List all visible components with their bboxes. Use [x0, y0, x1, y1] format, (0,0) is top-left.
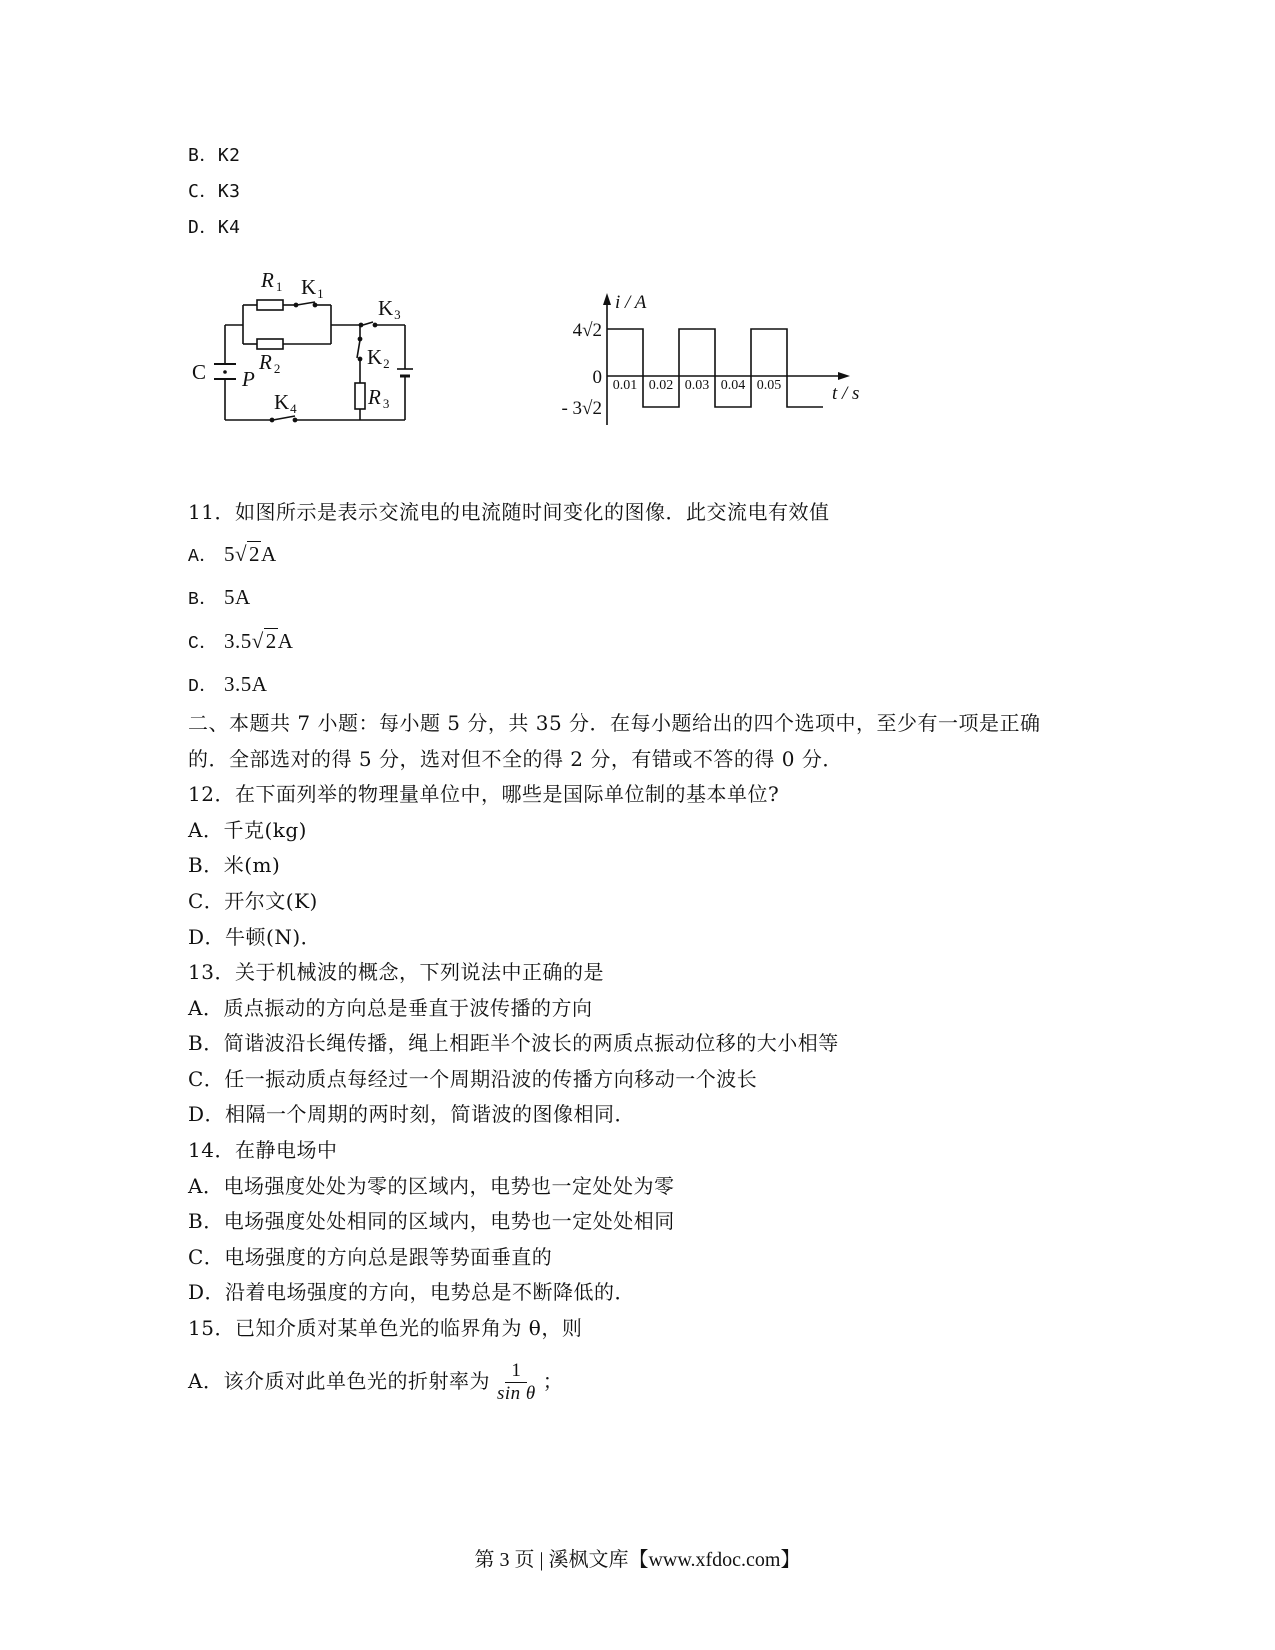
q12-option-c: C．开尔文(K): [188, 889, 318, 913]
q14-option-b: B．电场强度处处相同的区域内，电势也一定处处相同: [188, 1209, 675, 1233]
y-tick-label: - 3√2: [561, 398, 602, 419]
y-axis-label: i / A: [615, 292, 647, 313]
resistor-r2: [257, 339, 283, 349]
q13-option-c: C．任一振动质点每经过一个周期沿波的传播方向移动一个波长: [188, 1067, 758, 1091]
option-c-prev: C．K3: [188, 181, 241, 202]
x-tick-label: 0.01: [612, 378, 638, 393]
q11-option-d: D． 3.5A: [188, 672, 268, 697]
q11-option-b: B． 5A: [188, 585, 251, 610]
svg-text:K2: K2: [367, 345, 390, 371]
q12-option-d: D．牛顿(N)．: [188, 925, 322, 949]
x-tick-label: 0.03: [684, 378, 710, 393]
q13-stem: 13．关于机械波的概念，下列说法中正确的是: [188, 960, 604, 984]
q15-option-a: A．该介质对此单色光的折射率为 $\frac{1}{\text{sin θ}}$ ；: [188, 1360, 564, 1404]
x-tick-label: 0.04: [720, 378, 746, 393]
q11-option-c: C． 3.5√2A: [188, 629, 294, 654]
q15-stem: 15．已知介质对某单色光的临界角为 θ，则: [188, 1316, 583, 1340]
y-axis-arrow: [603, 293, 611, 305]
x-tick-label: 0.02: [648, 378, 674, 393]
y-tick-label: 4√2: [572, 320, 602, 341]
y-tick-label: 0: [592, 367, 602, 388]
q14-option-c: C．电场强度的方向总是跟等势面垂直的: [188, 1245, 553, 1269]
label-k3: K: [378, 296, 394, 320]
q12-option-b: B．米(m): [188, 853, 281, 877]
current-waveform: [607, 329, 823, 407]
label-r3: R: [368, 385, 381, 409]
ac-current-chart: [560, 285, 870, 435]
svg-text:R3: R 3: [368, 385, 390, 411]
q12-stem: 12．在下面列举的物理量单位中，哪些是国际单位制的基本单位?: [188, 782, 780, 806]
svg-text:R1: R 1: [261, 268, 283, 294]
svg-text:K3: K3: [378, 296, 401, 322]
q12-option-a: A．千克(kg): [188, 818, 307, 842]
q13-option-b: B．简谐波沿长绳传播，绳上相距半个波长的两质点振动位移的大小相等: [188, 1031, 839, 1055]
svg-text:K4: K4: [274, 390, 297, 416]
x-axis-label: t / s: [832, 383, 860, 404]
svg-text:K1: K1: [301, 275, 324, 301]
x-axis-arrow: [838, 372, 850, 380]
resistor-r1: [257, 300, 283, 310]
page-footer: 第 3 页 | 溪枫文库【www.xfdoc.com】: [474, 1549, 801, 1571]
point-p-dot: [223, 370, 227, 374]
x-tick-label: 0.05: [756, 378, 782, 393]
label-k2: K: [367, 345, 383, 369]
q13-option-a: A．质点振动的方向总是垂直于波传播的方向: [188, 996, 593, 1020]
q14-option-d: D．沿着电场强度的方向，电势总是不断降低的．: [188, 1280, 636, 1304]
option-b-prev: B．K2: [188, 145, 241, 166]
q11-stem: 11．如图所示是表示交流电的电流随时间变化的图像．此交流电有效值: [188, 500, 830, 524]
resistor-r3: [355, 383, 365, 409]
section2-line2: 的．全部选对的得 5 分，选对但不全的得 2 分，有错或不答的得 0 分．: [188, 747, 843, 771]
q14-stem: 14．在静电场中: [188, 1138, 338, 1162]
label-c: C: [192, 360, 207, 384]
label-p: P: [242, 367, 255, 391]
q11-option-a: A． 5√2A: [188, 542, 277, 567]
svg-text:R2: R 2: [259, 350, 281, 376]
label-k1: K: [301, 275, 317, 299]
label-r1: R: [261, 268, 274, 292]
section2-line1: 二、本题共 7 小题：每小题 5 分，共 35 分．在每小题给出的四个选项中，至少有一项是正确: [188, 711, 1041, 735]
q14-option-a: A．电场强度处处为零的区域内，电势也一定处处为零: [188, 1174, 675, 1198]
circuit-diagram: [185, 262, 435, 442]
option-d-prev: D．K4: [188, 217, 241, 238]
label-r2: R: [259, 350, 272, 374]
q13-option-d: D．相隔一个周期的两时刻，简谐波的图像相同．: [188, 1102, 636, 1126]
label-k4: K: [274, 390, 290, 414]
refractive-index-fraction: $\frac{1}{\text{sin θ}}$: [496, 1360, 536, 1404]
